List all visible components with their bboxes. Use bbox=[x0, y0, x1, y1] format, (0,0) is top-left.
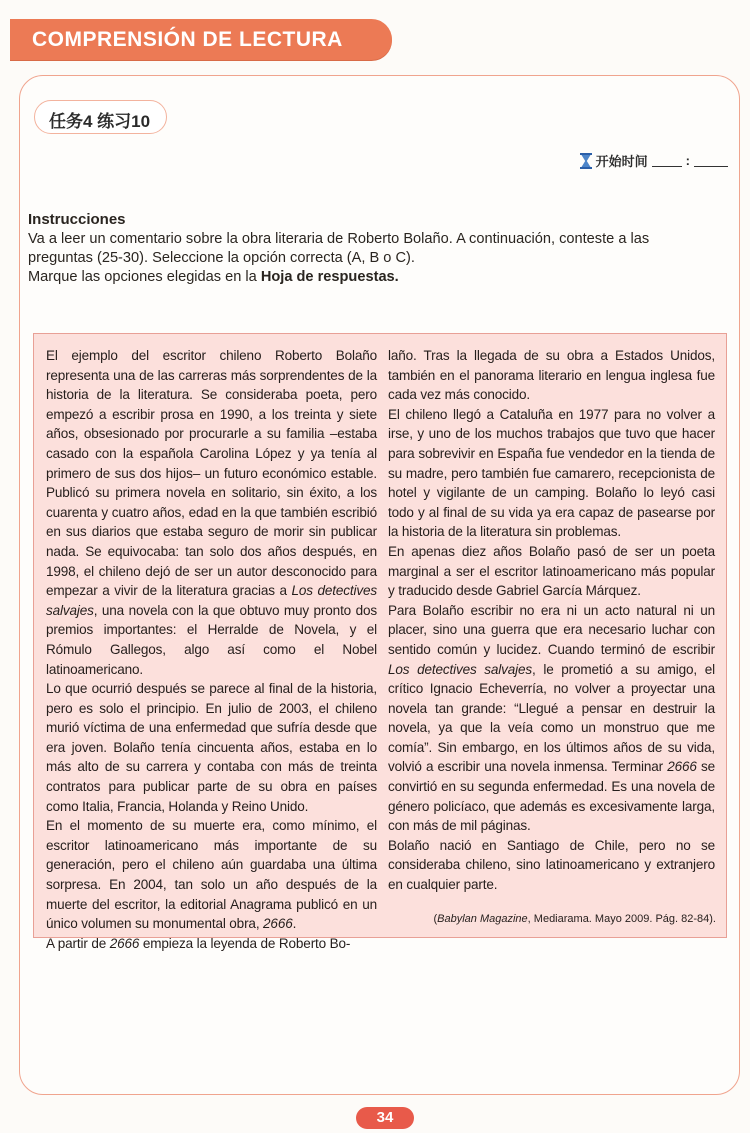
task-label: 任务4 练习10 bbox=[49, 112, 151, 131]
hour-blank[interactable] bbox=[652, 154, 682, 167]
text: El ejemplo del escritor chileno Roberto Bolaño representa una de las carreras más sorprendentes de la historia de la literatura. Se consideraba poeta, pero empezó a escribir prosa en 1990, a los treinta y siete años, obsesionado por procurarle a su familia –estaba casado con la española Carolina López y ya tenía al primero de sus dos hijos– un futuro económico estable. Publicó su primera novela en solitario, sin éxito, a los cuarenta y cuatro años, edad en la que también escribió en sus diarios que estaba seguro de morir sin publicar nada. Se equivocaba: tan solo dos años después, en 1998, el chileno dejó de ser un autor desconocido para empezar a vivir de la literatura gracias a bbox=[46, 348, 377, 599]
paragraph: laño. Tras la llegada de su obra a Estados Unidos, también en el panorama literario en lengua inglesa fue cada vez más conocido. bbox=[388, 348, 715, 403]
text: . bbox=[292, 916, 297, 932]
section-title: COMPRENSIÓN DE LECTURA bbox=[32, 28, 343, 51]
text: Para Bolaño escribir no era ni un acto natural ni un placer, sino una guerra que era necesario luchar con sentido común y lucidez. Cuando terminó de escribir bbox=[388, 602, 715, 657]
paragraph bbox=[46, 934, 377, 954]
paragraph: Bolaño nació en Santiago de Chile, pero no se consideraba chileno, sino latinoamericano y extranjero en cualquier parte. bbox=[388, 837, 715, 893]
minute-blank[interactable] bbox=[694, 154, 728, 167]
paragraph: Lo que ocurrió después se parece al final de la historia, pero es solo el principio. En julio de 2003, el chileno murió víctima de una enfermedad que sufría desde que era joven. Bolaño tenía cincuenta años, estaba en lo más alto de su carrera y contaba con más de treinta contratos para publicar parte de su obra en países como Italia, Francia, Holanda y Reino Unido. bbox=[46, 681, 377, 814]
paragraph: En apenas diez años Bolaño pasó de ser un poeta marginal a ser el escritor latinoamericano más popular y traducido desde Gabriel García Márquez. bbox=[388, 543, 715, 599]
text: , una novela con la que obtuvo muy pronto dos premios importantes: el Herralde de Novela, y el Rómulo Gallegos, algo así como el Nobel latinoamericano. bbox=[46, 602, 377, 677]
instructions-prefix: Marque las opciones elegidas en la bbox=[28, 269, 261, 285]
paragraph bbox=[388, 601, 715, 836]
text: se convirtió en su segunda enfermedad. Es una novela de género policíaco, que además es excesivamente larga, con más de mil páginas. bbox=[388, 759, 715, 834]
text: empieza la leyenda de Roberto Bo- bbox=[139, 935, 351, 951]
paragraph bbox=[46, 816, 377, 934]
text: A partir de bbox=[46, 935, 110, 951]
text: , le prometió a su amigo, el crítico Ignacio Echeverría, no volver a proyectar una novela tan grande: “Llegué a pensar en destruir la novela, ya que la veía como un monstruo que me comía”. Sin embargo, en los últimos años de su vida, volvió a escribir una novela inmensa. Terminar bbox=[388, 661, 715, 775]
task-badge bbox=[34, 100, 167, 134]
time-separator: : bbox=[685, 153, 690, 168]
text: ( bbox=[433, 913, 438, 925]
source-citation bbox=[433, 913, 716, 925]
reading-passage bbox=[33, 333, 727, 951]
text: En el momento de su muerte era, como mínimo, el escritor latinoamericano más importante de su generación, pero el chileno aún guardaba una última sorpresa. En 2004, tan solo un año después de la muerte del escritor, la editorial Anagrama publicó en un único volumen su monumental obra, bbox=[46, 818, 377, 932]
instructions-answer-sheet bbox=[28, 268, 718, 287]
passage-column-left bbox=[46, 346, 377, 953]
hourglass-icon bbox=[580, 153, 592, 169]
instructions-title: Instrucciones bbox=[28, 211, 126, 228]
paragraph: El chileno llegó a Cataluña en 1977 para no volver a irse, y uno de los muchos trabajos que tuvo que hacer para sobrevivir en España fue vendedor en la tienda de su madre, pero también fue camarero, recepcionista de hotel y vigilante de un camping. Bolaño lo leyó casi todo y al final de su vida ya era capaz de pasearse por la historia de la literatura sin problemas. bbox=[388, 406, 715, 540]
passage-column-right bbox=[388, 346, 715, 895]
instructions-block bbox=[28, 210, 718, 287]
instructions-text: Va a leer un comentario sobre la obra literaria de Roberto Bolaño. A continuación, conteste a las preguntas (25-30). Seleccione la opción correcta (A, B o C). bbox=[28, 231, 650, 266]
section-header-tab bbox=[10, 19, 392, 60]
book-title: Los detectives salvajes bbox=[388, 661, 533, 677]
paragraph bbox=[46, 346, 377, 679]
book-title: 2666 bbox=[109, 935, 140, 951]
page-number-badge: 34 bbox=[356, 1107, 414, 1129]
answer-sheet-name: Hoja de respuestas. bbox=[260, 269, 399, 285]
start-time-label: 开始时间 bbox=[595, 154, 648, 169]
text: , Mediarama. Mayo 2009. Pág. 82-84). bbox=[527, 913, 716, 925]
book-title: 2666 bbox=[667, 759, 697, 775]
book-title: 2666 bbox=[263, 916, 293, 932]
book-title: Los detectives salvajes bbox=[46, 583, 377, 618]
start-time-field bbox=[580, 151, 728, 170]
magazine-name: Babylan Magazine bbox=[437, 913, 528, 925]
